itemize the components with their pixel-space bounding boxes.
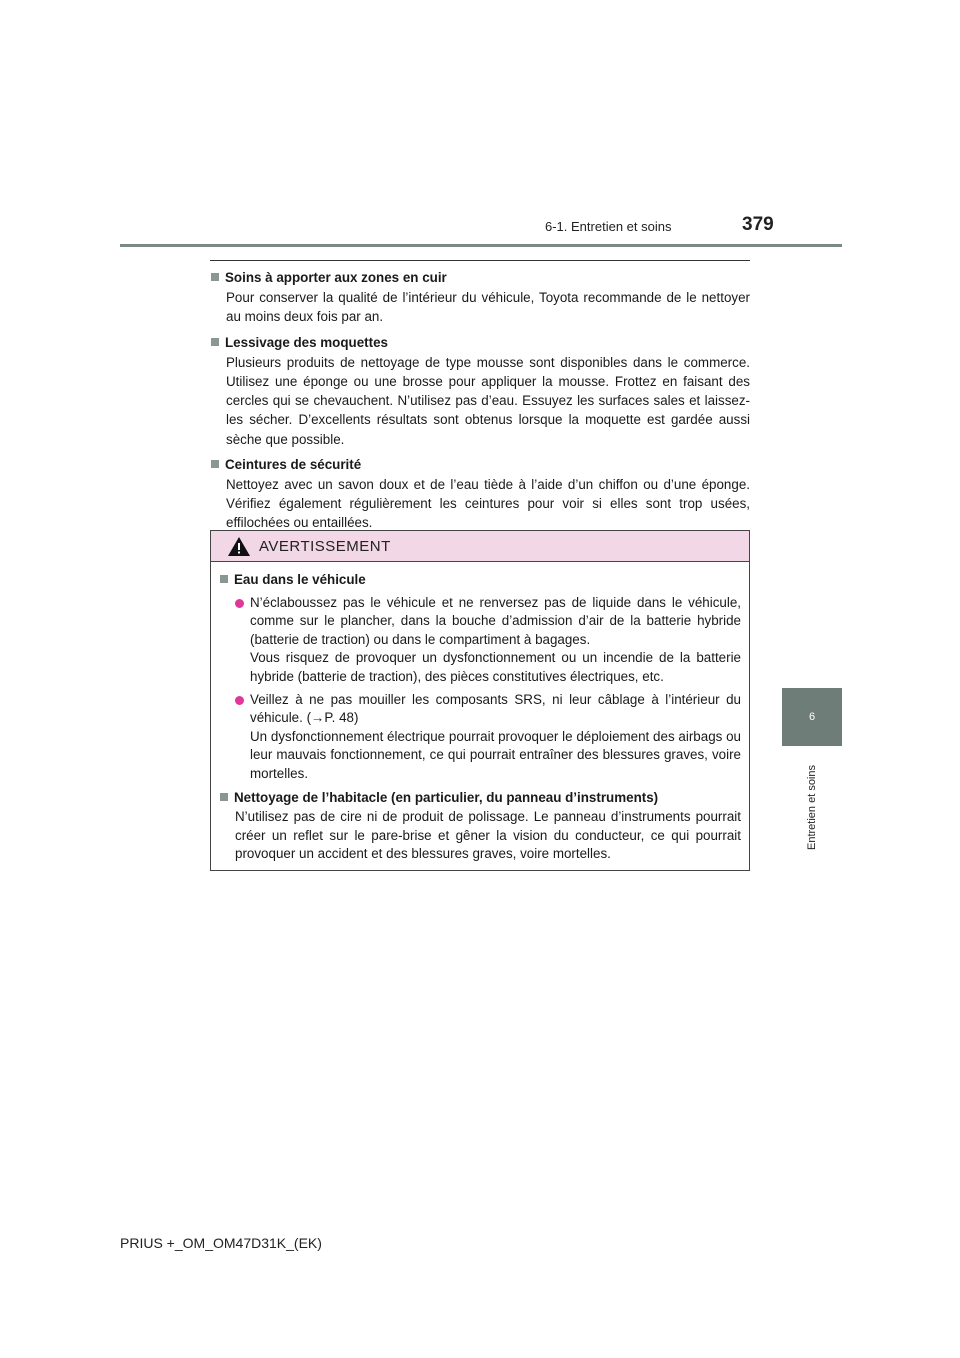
section-heading — [210, 333, 750, 352]
chapter-side-label-text: Entretien et soins — [806, 764, 818, 850]
main-content — [210, 268, 750, 539]
section-heading-text: Soins à apporter aux zones en cuir — [225, 270, 447, 285]
warning-bullet-line: Vous risquez de provoquer un dysfonctionnement ou un incendie de la batterie hybride (batterie de traction), des pièces constitutives électriques, etc. — [250, 650, 741, 684]
warning-bullet-text — [250, 691, 741, 784]
section-heading — [210, 268, 750, 287]
square-bullet-icon — [220, 793, 228, 801]
warning-triangle-icon — [227, 536, 251, 557]
section-heading-text: Ceintures de sécurité — [225, 456, 362, 472]
warning-header — [211, 531, 749, 562]
square-bullet-icon — [211, 273, 219, 281]
section-body: Pour conserver la qualité de l’intérieur du véhicule, Toyota recommande de le nettoyer au moins deux fois par an. — [226, 290, 750, 325]
section-carpets — [210, 333, 750, 449]
circle-bullet-icon — [235, 696, 244, 705]
circle-bullet-icon — [235, 599, 244, 608]
section-body: Plusieurs produits de nettoyage de type mousse sont disponibles dans le commerce. Utilisez une éponge ou une brosse pour appliquer la mousse. Frottez en faisant des cercles qui se chevauchent. N’utilisez pas d’eau. Essuyez les surfaces sales et laissez-les sécher. D’excellents résultats sont obtenus lorsque la moquette est gardée aussi sèche que possible. — [226, 354, 750, 447]
warning-heading-text: Eau dans le véhicule — [234, 572, 366, 587]
header-rule — [120, 244, 842, 247]
warning-bullet-line: Veillez à ne pas mouiller les composants SRS, ni leur câblage à l’intérieur du véhicule. (→P. 48) — [250, 691, 741, 726]
section-heading-text: Lessivage des moquettes — [225, 334, 388, 350]
warning-body-text: N’utilisez pas de cire ni de produit de polissage. Le panneau d’instruments pourrait créer un reflet sur le pare-brise et gêner la vision du conducteur, ce qui pourrait provoquer un accident et des blessures graves, voire mortelles. — [235, 809, 741, 862]
header-section-title: 6-1. Entretien et soins — [545, 219, 672, 234]
section-body: Nettoyez avec un savon doux et de l’eau tiède à l’aide d’un chiffon ou d’une éponge. Vérifiez également régulièrement les ceintures pour voir si elles sont trop usées, effilochées ou entaillées. — [226, 477, 750, 531]
section-seatbelts — [210, 455, 750, 533]
section-leather — [210, 268, 750, 327]
page-number: 379 — [742, 214, 774, 235]
warning-body — [211, 562, 749, 864]
square-bullet-icon — [220, 575, 228, 583]
square-bullet-icon — [211, 338, 219, 346]
footer-model-code: PRIUS +_OM_OM47D31K_(EK) — [120, 1235, 322, 1251]
chapter-side-label — [782, 752, 842, 862]
top-rule — [210, 260, 750, 261]
chapter-tab: 6 — [782, 688, 842, 746]
warning-heading-text: Nettoyage de l’habitacle (en particulier, du panneau d’instruments) — [234, 789, 659, 805]
section-heading — [210, 455, 750, 474]
warning-bullet — [219, 691, 741, 784]
warning-title: AVERTISSEMENT — [259, 537, 391, 555]
warning-bullet-text — [250, 594, 741, 687]
warning-bullet — [219, 594, 741, 687]
warning-heading — [219, 571, 741, 590]
warning-heading — [219, 789, 741, 808]
warning-bullet-line: Un dysfonctionnement électrique pourrait provoquer le déploiement des airbags ou leur mauvais fonctionnement, ce qui pourrait entraîner des blessures graves, voire mortelles. — [250, 728, 741, 781]
warning-bullet-line: N’éclaboussez pas le véhicule et ne renversez pas de liquide dans le véhicule, comme sur le plancher, dans la bouche d’admission d’air de la batterie hybride (batterie de traction) ou dans le compartiment à bagages. — [250, 594, 741, 647]
square-bullet-icon — [211, 460, 219, 468]
warning-box — [210, 530, 750, 871]
